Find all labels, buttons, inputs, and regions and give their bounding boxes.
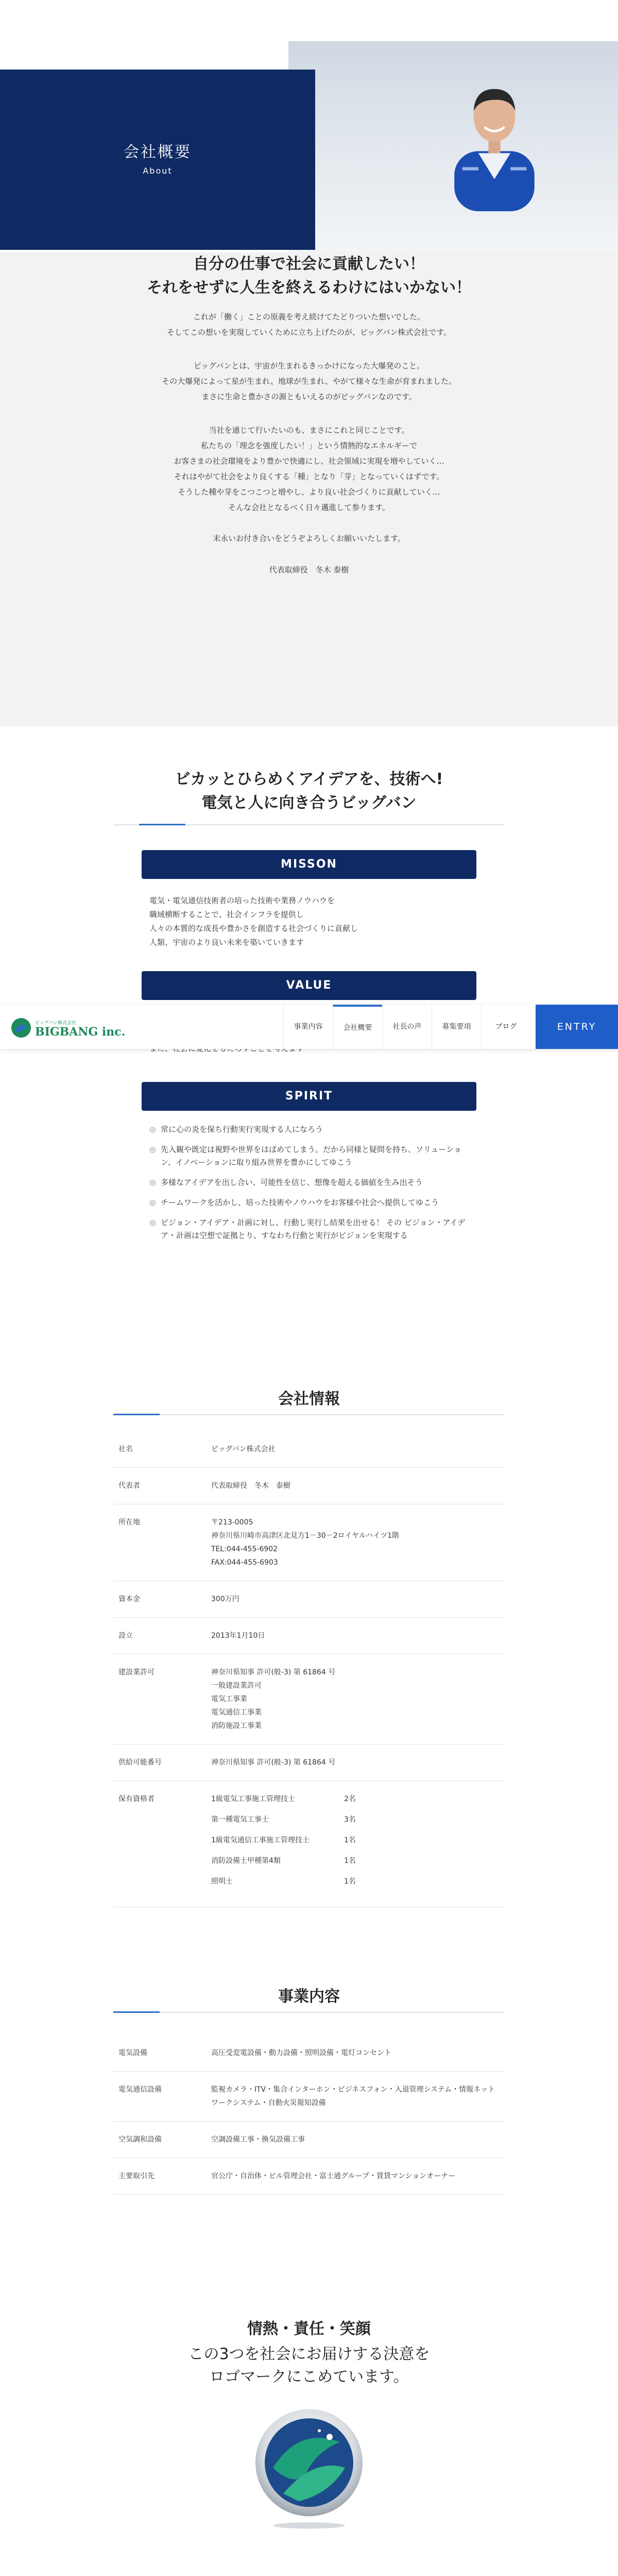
hero <box>0 0 618 252</box>
divider-accent <box>139 824 185 825</box>
philosophy-sub-1: この3つを社会にお届けする決意を <box>188 2345 430 2363</box>
philosophy-heading: 情熱・責任・笑顔 <box>247 2320 371 2338</box>
company-info-table <box>113 1431 505 1907</box>
table-row: 電気設備 高圧受変電設備・動力設備・照明設備・電灯コンセント <box>113 2035 505 2072</box>
president-message <box>0 252 618 726</box>
list-item: ◎ 多様なアイデアを出し合い、可能性を信じ、想像を超える価値を生み出そう <box>149 1178 423 1187</box>
page-title: 会社概要 <box>124 143 192 161</box>
list-item: ◎ 先入観や既定は視野や世界をはばめてしまう。だから同様と疑問を持ち、ソリューション、イノベーションに取り組み世界を豊かにしてゆこう <box>149 1145 461 1167</box>
message-heading-2: それをせずに人生を終えるわけにはいかない！ <box>147 279 471 297</box>
business-table <box>113 2035 505 2195</box>
value-bar: VALUE <box>142 971 476 1000</box>
philosophy-sub-2: ロゴマークにこめています。 <box>209 2368 409 2386</box>
company-info-title: 会社情報 <box>278 1390 340 1408</box>
nav-item-blog[interactable]: ブログ <box>481 1005 530 1049</box>
nav-item-business[interactable]: 事業内容 <box>283 1005 333 1049</box>
message-paragraph-2: ビッグバンとは、宇宙が生まれるきっかけになった大爆発のこと。 その大爆発によって星が生まれ、地球が生まれ、やがて様々な生命が育まれました。 まさに生命と豊かさの源ともいえるのがビッグバンなのです。 <box>162 361 456 401</box>
message-paragraph-1: これが「働く」ことの原義を考え続けてたどりついた想いでした。 そしてこの想いを実現していくために立ち上げたのが、ビッグバン株式会社です。 <box>166 312 452 337</box>
message-paragraph-4: 末永いお付き合いをどうぞよろしくお願いいたします。 <box>213 534 405 543</box>
message-signature: 代表取締役 冬木 泰樹 <box>269 565 349 574</box>
table-row: 所在地 〒213-0005 神奈川県川崎市高津区北見方1－30－2ロイヤルハイツ1階 TEL:044-455-6902 FAX:044-455-6903 <box>113 1504 505 1581</box>
table-row: 資本金 300万円 <box>113 1581 505 1618</box>
nav-item-president[interactable]: 社長の声 <box>382 1005 432 1049</box>
divider-accent <box>113 1414 160 1415</box>
page-subtitle: About <box>143 166 173 176</box>
list-item: ◎ チームワークを活かし、培った技術やノウハウをお客様や社会へ提供してゆこう <box>149 1198 439 1207</box>
table-row: 保有資格者 1級電気工事施工管理技士 2名 第一種電気工事士 3名 1級電気通信工事施工管理技士 1名 消防設備士甲種第4類 1名 照明士 1名 <box>113 1781 505 1907</box>
business-title: 事業内容 <box>278 1988 340 2006</box>
spirit-bar: SPIRIT <box>142 1082 476 1111</box>
logo-tagline: ビッグバン株式会社 <box>35 1021 77 1026</box>
header-entry-button[interactable]: ENTRY <box>536 1005 618 1049</box>
company-logo[interactable] <box>10 1017 180 1039</box>
logo-emblem <box>252 2406 366 2530</box>
header-nav <box>0 1005 618 1049</box>
message-heading-1: 自分の仕事で社会に貢献したい！ <box>193 255 425 273</box>
hero-photo-bg <box>288 41 618 252</box>
list-item: ◎ 常に心の炎を保ち行動実行実現する人になろう <box>149 1125 323 1134</box>
table-row: 主要取引先 官公庁・自治体・ビル管理会社・富士通グループ・賃貸マンションオーナー <box>113 2158 505 2195</box>
mission-text: 電気・電気通信技術者の培った技術や業務ノウハウを 職域横断することで、社会インフラを提供し 人々の本質的な成長や豊かさを創造する社会づくりに貢献し 人類、宇宙のより良い未来を築いていきます <box>149 896 358 947</box>
table-row: 設立 2013年1月10日 <box>113 1618 505 1654</box>
mission-bar: MISSON <box>142 850 476 879</box>
message-paragraph-3: 当社を通じて行いたいのも、まさにこれと同じことです。 私たちの「理念を強度したい！」という情熱的なエネルギーで お客さまの社会環境をより豊かで快適にし、社会領域に実現を増やしていく… それはやがて社会をより良くする「種」となり「芽」となっていくはずです。 そうした種や芽をこつこつと増やし、より良い社会づくりに貢献していく… そんな会社となるべく日々邁進して参ります。 <box>174 426 444 512</box>
table-row: 建設業許可 神奈川県知事 許可(般-3) 第 61864 号 一般建設業許可 電気工事業 電気通信工事業 消防施設工事業 <box>113 1654 505 1744</box>
table-row: 供給可能番号 神奈川県知事 許可(般-3) 第 61864 号 <box>113 1744 505 1781</box>
mv-heading: ビカッとひらめくアイデアを、技術へ! 電気と人に向き合うビッグバン <box>175 770 443 812</box>
nav-menu <box>283 1005 530 1049</box>
table-row: 社名 ビッグバン株式会社 <box>113 1431 505 1468</box>
divider <box>113 2012 505 2013</box>
table-row: 代表者 代表取締役 冬木 泰樹 <box>113 1468 505 1504</box>
table-row: 空気調和設備 空調設備工事・換気設備工事 <box>113 2122 505 2158</box>
divider-accent <box>113 2011 160 2013</box>
spirit-list <box>149 1123 474 1249</box>
table-row: 電気通信設備 監視カメラ・ITV・集合インターホン・ビジネスフォン・入退管理システム・情報ネットワークシステム・自動火災報知設備 <box>113 2072 505 2122</box>
nav-item-about[interactable]: 会社概要 <box>333 1005 382 1049</box>
president-photo <box>433 67 556 211</box>
logo-text: BIGBANG inc. <box>35 1025 126 1039</box>
divider <box>113 1414 505 1415</box>
nav-item-recruit[interactable]: 募集要項 <box>432 1005 481 1049</box>
list-item: ◎ ビジョン・アイデア・計画に対し、行動し実行し結果を出せる！ その ビジョン・アイデア・計画は空想で証拠とり、すなわち行動と実行がビジョンを実現する <box>149 1218 466 1240</box>
